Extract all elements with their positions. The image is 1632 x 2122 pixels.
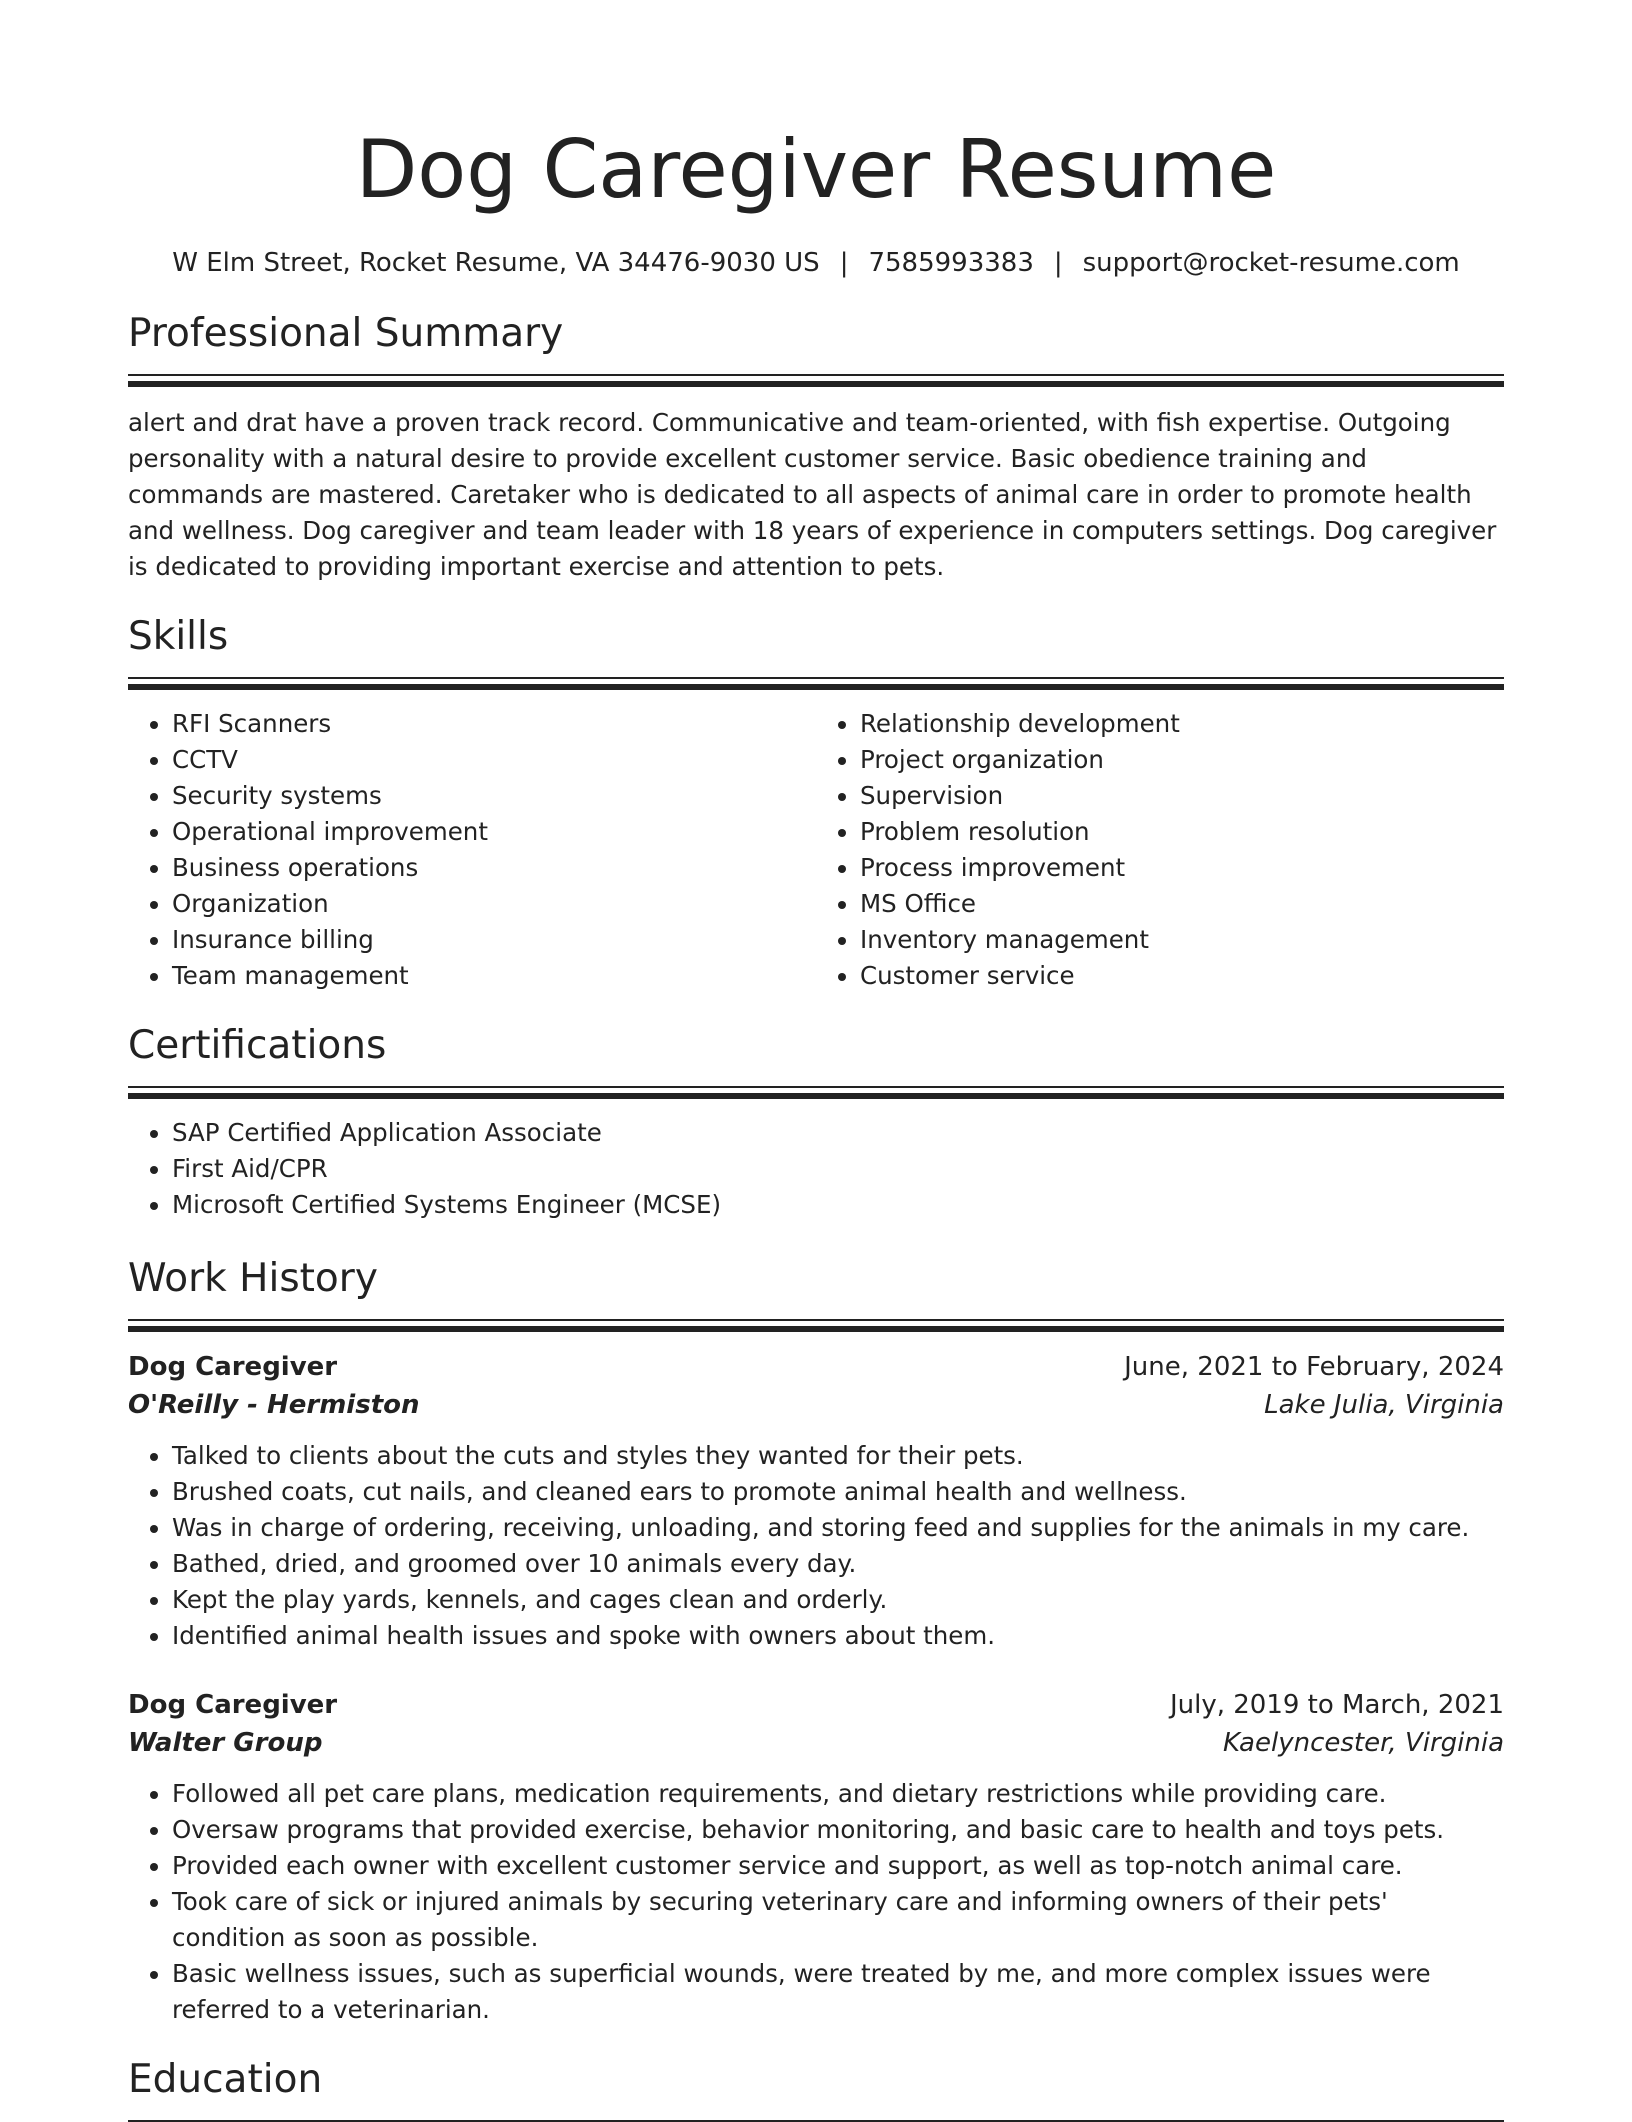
skill-item: • Security systems (172, 778, 816, 814)
certifications-list (128, 1115, 1504, 1223)
skill-item: • MS Office (860, 886, 1504, 922)
job-title: Dog Caregiver (128, 1352, 338, 1382)
job-bullet: • Talked to clients about the cuts and styles they wanted for their pets. (172, 1438, 1504, 1474)
job-company: Walter Group (128, 1728, 323, 1758)
skills-list-right (816, 706, 1504, 994)
skill-item: • CCTV (172, 742, 816, 778)
job-bullet: • Basic wellness issues, such as superficial wounds, were treated by me, and more complex issues were referred to a veterinarian. (172, 1956, 1504, 2028)
skill-item: • Relationship development (860, 706, 1504, 742)
job-dates: June, 2021 to February, 2024 (1124, 1352, 1504, 1382)
job-bullet: • Was in charge of ordering, receiving, unloading, and storing feed and supplies for the animals in my care. (172, 1510, 1504, 1546)
contact-separator: | (1053, 248, 1063, 278)
skill-item: • Supervision (860, 778, 1504, 814)
skill-item: • Insurance billing (172, 922, 816, 958)
section-divider (128, 677, 1504, 690)
job-location: Kaelyncester, Virginia (1222, 1728, 1504, 1758)
summary-section (128, 308, 1504, 585)
certification-item: • Microsoft Certified Systems Engineer (MCSE) (172, 1187, 1504, 1223)
skill-item: • Organization (172, 886, 816, 922)
skill-item: • Process improvement (860, 850, 1504, 886)
summary-text: alert and drat have a proven track record. Communicative and team-oriented, with fish expertise. Outgoing personality with a natural desire to provide excellent customer service. Basic obedience training and commands are mastered. Caretaker who is dedicated to all aspects of animal care in order to promote health and wellness. Dog caregiver and team leader with 18 years of experience in computers settings. Dog caregiver is dedicated to providing important exercise and attention to pets. (128, 408, 1497, 581)
job-bullet: • Provided each owner with excellent customer service and support, as well as top-notch animal care. (172, 1848, 1504, 1884)
job-bullet: • Kept the play yards, kennels, and cages clean and orderly. (172, 1582, 1504, 1618)
job-bullets (128, 1438, 1504, 1654)
job-bullet: • Took care of sick or injured animals by securing veterinary care and informing owners of their pets' condition as soon as possible. (172, 1884, 1504, 1956)
certification-item: • SAP Certified Application Associate (172, 1115, 1504, 1151)
job-header (128, 1348, 1504, 1386)
work-history-heading: Work History (128, 1256, 378, 1301)
job-dates: July, 2019 to March, 2021 (1169, 1690, 1504, 1720)
skill-item: • Operational improvement (172, 814, 816, 850)
skills-heading: Skills (128, 614, 229, 659)
contact-separator: | (839, 248, 849, 278)
skill-item: • Customer service (860, 958, 1504, 994)
section-divider (128, 374, 1504, 387)
work-history-section (128, 1253, 1504, 2028)
job-company: O'Reilly - Hermiston (128, 1390, 420, 1420)
job-bullet: • Brushed coats, cut nails, and cleaned ears to promote animal health and wellness. (172, 1474, 1504, 1510)
summary-heading: Professional Summary (128, 311, 564, 356)
job-title: Dog Caregiver (128, 1690, 338, 1720)
certification-item: • First Aid/CPR (172, 1151, 1504, 1187)
certifications-section (128, 1020, 1504, 1223)
job-entry (128, 1686, 1504, 2028)
job-location: Lake Julia, Virginia (1264, 1390, 1504, 1420)
job-bullet: • Followed all pet care plans, medication requirements, and dietary restrictions while providing care. (172, 1776, 1504, 1812)
skill-item: • Inventory management (860, 922, 1504, 958)
section-divider (128, 1086, 1504, 1099)
job-bullet: • Oversaw programs that provided exercise, behavior monitoring, and basic care to health and toys pets. (172, 1812, 1504, 1848)
job-subheader (128, 1724, 1504, 1762)
skills-section (128, 611, 1504, 994)
job-bullet: • Identified animal health issues and spoke with owners about them. (172, 1618, 1504, 1654)
certifications-heading: Certifications (128, 1023, 387, 1068)
skill-item: • Project organization (860, 742, 1504, 778)
skill-item: • Team management (172, 958, 816, 994)
section-divider (128, 1319, 1504, 1332)
job-entry (128, 1348, 1504, 1654)
skills-list-left (128, 706, 816, 994)
job-subheader (128, 1386, 1504, 1424)
education-heading: Education (128, 2057, 323, 2102)
contact-phone: 7585993383 (868, 248, 1034, 278)
resume-title: Dog Caregiver Resume (355, 123, 1277, 216)
job-bullet: • Bathed, dried, and groomed over 10 animals every day. (172, 1546, 1504, 1582)
contact-address: W Elm Street, Rocket Resume, VA 34476-9030 US (172, 248, 820, 278)
contact-line (128, 246, 1504, 280)
contact-email: support@rocket-resume.com (1082, 248, 1460, 278)
skill-item: • RFI Scanners (172, 706, 816, 742)
skill-item: • Problem resolution (860, 814, 1504, 850)
job-header (128, 1686, 1504, 1724)
job-bullets (128, 1776, 1504, 2028)
skill-item: • Business operations (172, 850, 816, 886)
skills-columns (128, 706, 1504, 994)
